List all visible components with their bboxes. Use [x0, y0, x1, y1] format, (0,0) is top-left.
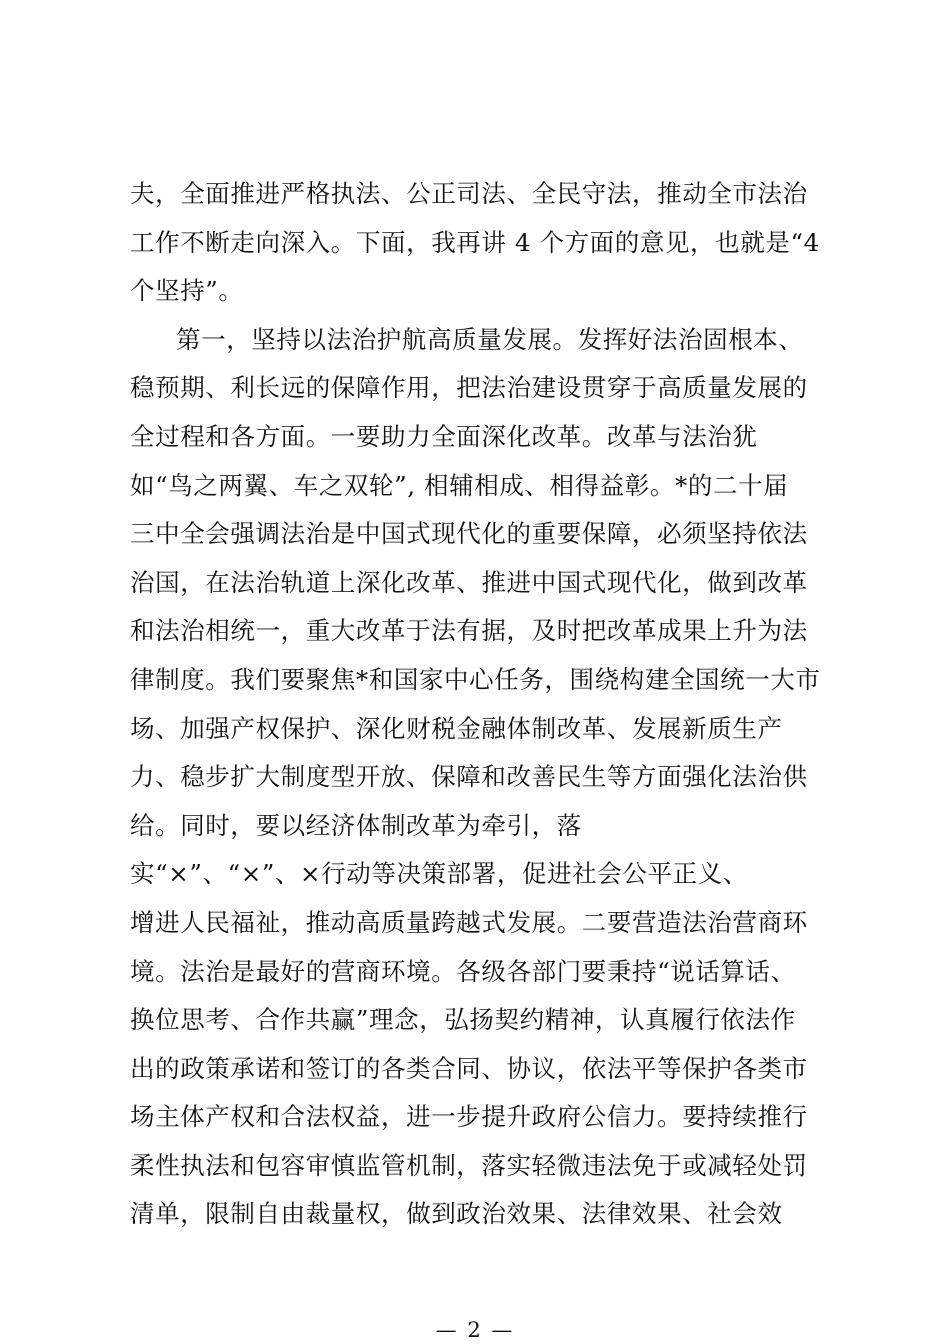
text-line: 换位思考、合作共赢”理念，弘扬契约精神，认真履行依法作: [130, 1005, 796, 1035]
text-line: 出的政策承诺和签订的各类合同、协议，依法平等保护各类市: [130, 1053, 808, 1083]
text-line: 场主体产权和合法权益，进一步提升政府公信力。要持续推行: [130, 1102, 808, 1132]
paragraph-first-line: 第一，坚持以法治护航高质量发展。发挥好法治固根本、: [176, 324, 804, 354]
text-line: 如“鸟之两翼、车之双轮”, 相辅相成、相得益彰。*的二十届: [130, 470, 789, 500]
text-line: 个坚持”。: [130, 276, 244, 306]
text-line: 境。法治是最好的营商环境。各级各部门要秉持“说话算话、: [130, 956, 796, 986]
text-line: 增进人民福祉，推动高质量跨越式发展。二要营造法治营商环: [130, 907, 808, 937]
text-line: 工作不断走向深入。下面，我再讲 4 个方面的意见，也就是“4: [130, 227, 820, 257]
page-number: — 2 —: [435, 1318, 515, 1342]
text-line: 全过程和各方面。一要助力全面深化改革。改革与法治犹: [130, 421, 758, 451]
text-line: 三中全会强调法治是中国式现代化的重要保障，必须坚持依法: [130, 519, 808, 549]
text-line: 和法治相统一，重大改革于法有据，及时把改革成果上升为法: [130, 616, 808, 646]
text-line: 场、加强产权保护、深化财税金融体制改革、发展新质生产: [130, 713, 783, 743]
text-line: 力、稳步扩大制度型开放、保障和改善民生等方面强化法治供: [130, 762, 808, 792]
document-body: [130, 170, 830, 1239]
text-line: 稳预期、利长远的保障作用，把法治建设贯穿于高质量发展的: [130, 373, 808, 403]
text-line: 给。同时，要以经济体制改革为牵引，落: [130, 810, 582, 840]
text-line: 治国，在法治轨道上深化改革、推进中国式现代化，做到改革: [130, 567, 808, 597]
text-line: 律制度。我们要聚焦*和国家中心任务，围绕构建全国统一大市: [130, 664, 821, 694]
text-line: 夫，全面推进严格执法、公正司法、全民守法，推动全市法治: [130, 179, 808, 208]
text-line: 柔性执法和包容审慎监管机制，落实轻微违法免于或减轻处罚: [130, 1150, 808, 1180]
text-line: 实“×”、“×”、×行动等决策部署，促进社会公平正义、: [130, 859, 748, 889]
text-line: 清单，限制自由裁量权，做到政治效果、法律效果、社会效: [130, 1199, 783, 1229]
